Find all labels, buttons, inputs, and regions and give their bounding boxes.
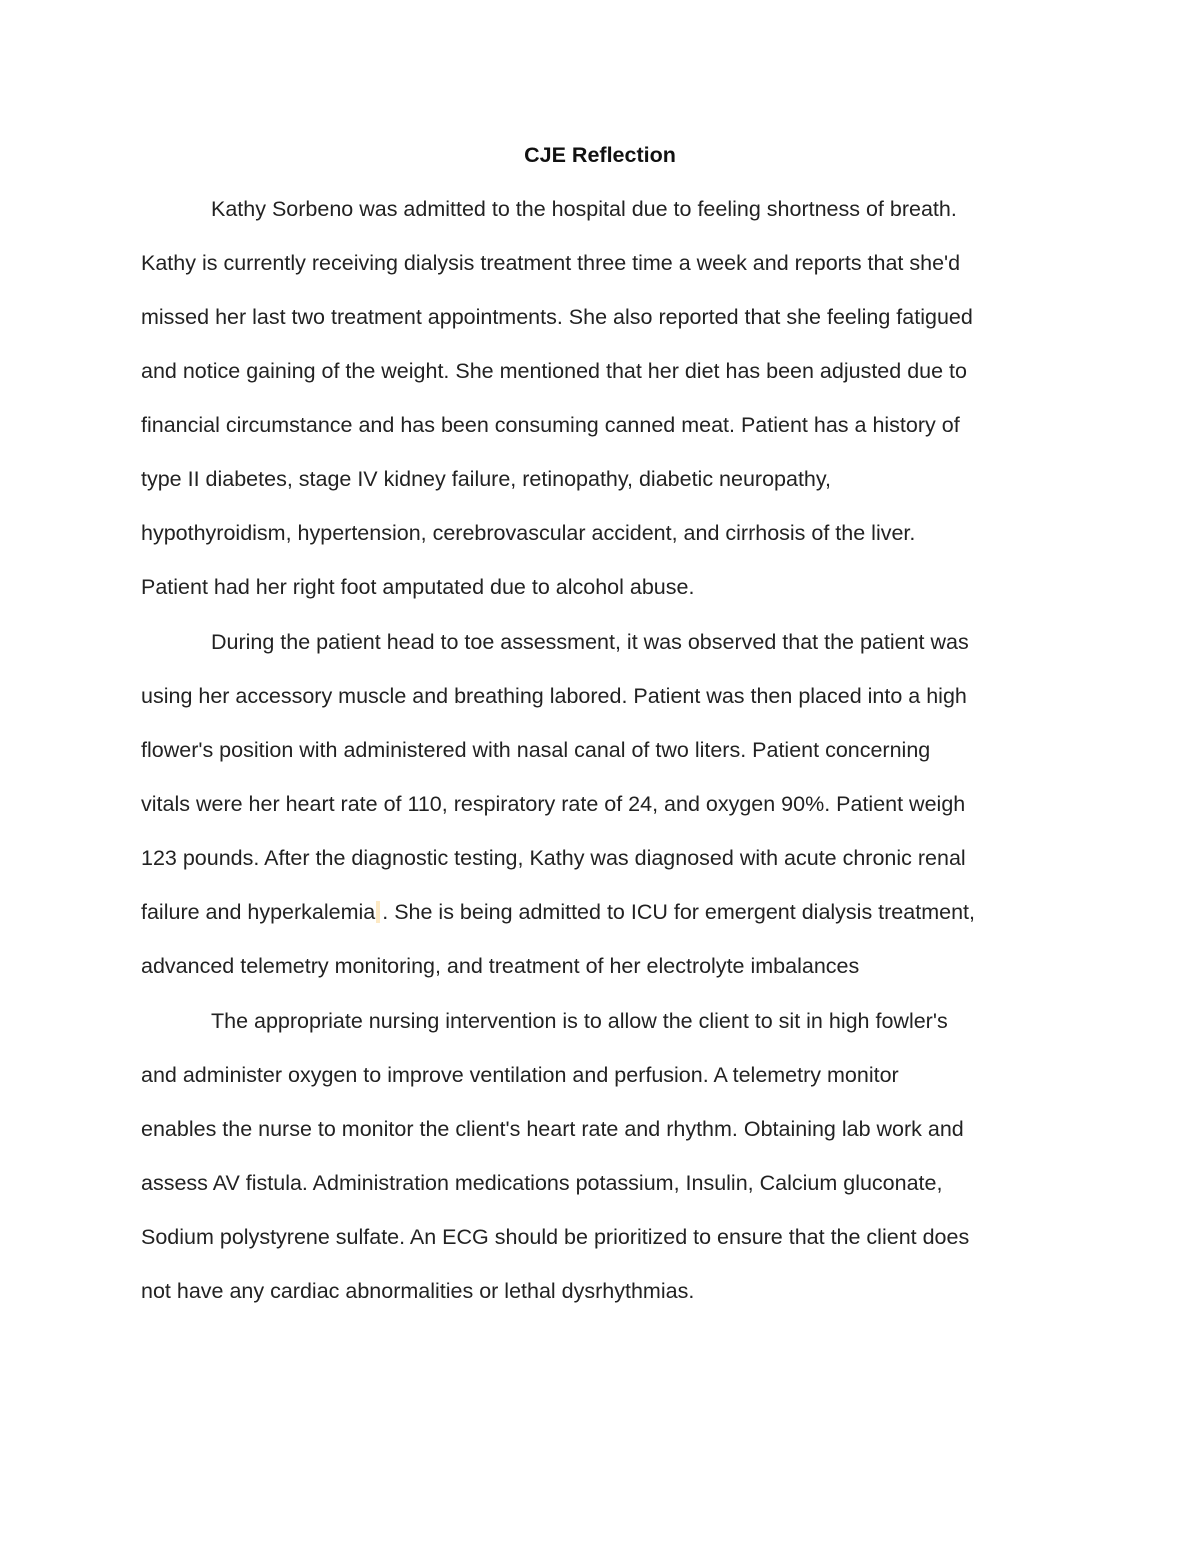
text-line: Sodium polystyrene sulfate. An ECG should be prioritized to ensure that the client does <box>141 1225 970 1249</box>
text-line: financial circumstance and has been consuming canned meat. Patient has a history of <box>141 413 960 437</box>
comment-highlight-marker <box>376 901 380 923</box>
text-line: 123 pounds. After the diagnostic testing, Kathy was diagnosed with acute chronic renal <box>141 846 966 870</box>
text-line: type II diabetes, stage IV kidney failure, retinopathy, diabetic neuropathy, <box>141 467 832 491</box>
text-segment: . She is being admitted to ICU for emergent dialysis treatment, <box>382 900 975 924</box>
text-line: vitals were her heart rate of 110, respiratory rate of 24, and oxygen 90%. Patient weigh <box>141 792 966 816</box>
text-line: using her accessory muscle and breathing labored. Patient was then placed into a high <box>141 684 967 708</box>
text-line: Patient had her right foot amputated due to alcohol abuse. <box>141 575 695 599</box>
text-line: not have any cardiac abnormalities or lethal dysrhythmias. <box>141 1279 695 1303</box>
text-line: assess AV fistula. Administration medications potassium, Insulin, Calcium gluconate, <box>141 1171 943 1195</box>
text-line: Kathy Sorbeno was admitted to the hospital due to feeling shortness of breath. <box>211 197 957 221</box>
text-line: flower's position with administered with nasal canal of two liters. Patient concerning <box>141 738 931 762</box>
text-line: During the patient head to toe assessment, it was observed that the patient was <box>211 630 969 654</box>
text-segment: failure and hyperkalemia <box>141 900 376 924</box>
text-line: The appropriate nursing intervention is to allow the client to sit in high fowler's <box>211 1009 948 1033</box>
text-line: and notice gaining of the weight. She mentioned that her diet has been adjusted due to <box>141 359 967 383</box>
text-line: missed her last two treatment appointments. She also reported that she feeling fatigued <box>141 305 973 329</box>
text-line: hypothyroidism, hypertension, cerebrovascular accident, and cirrhosis of the liver. <box>141 521 916 545</box>
text-line: Kathy is currently receiving dialysis treatment three time a week and reports that she'd <box>141 251 961 275</box>
text-line: and administer oxygen to improve ventilation and perfusion. A telemetry monitor <box>141 1063 899 1087</box>
text-line: enables the nurse to monitor the client's heart rate and rhythm. Obtaining lab work and <box>141 1117 964 1141</box>
text-line: advanced telemetry monitoring, and treatment of her electrolyte imbalances <box>141 954 860 978</box>
text-line <box>141 896 975 928</box>
document-title: CJE Reflection <box>524 143 676 167</box>
